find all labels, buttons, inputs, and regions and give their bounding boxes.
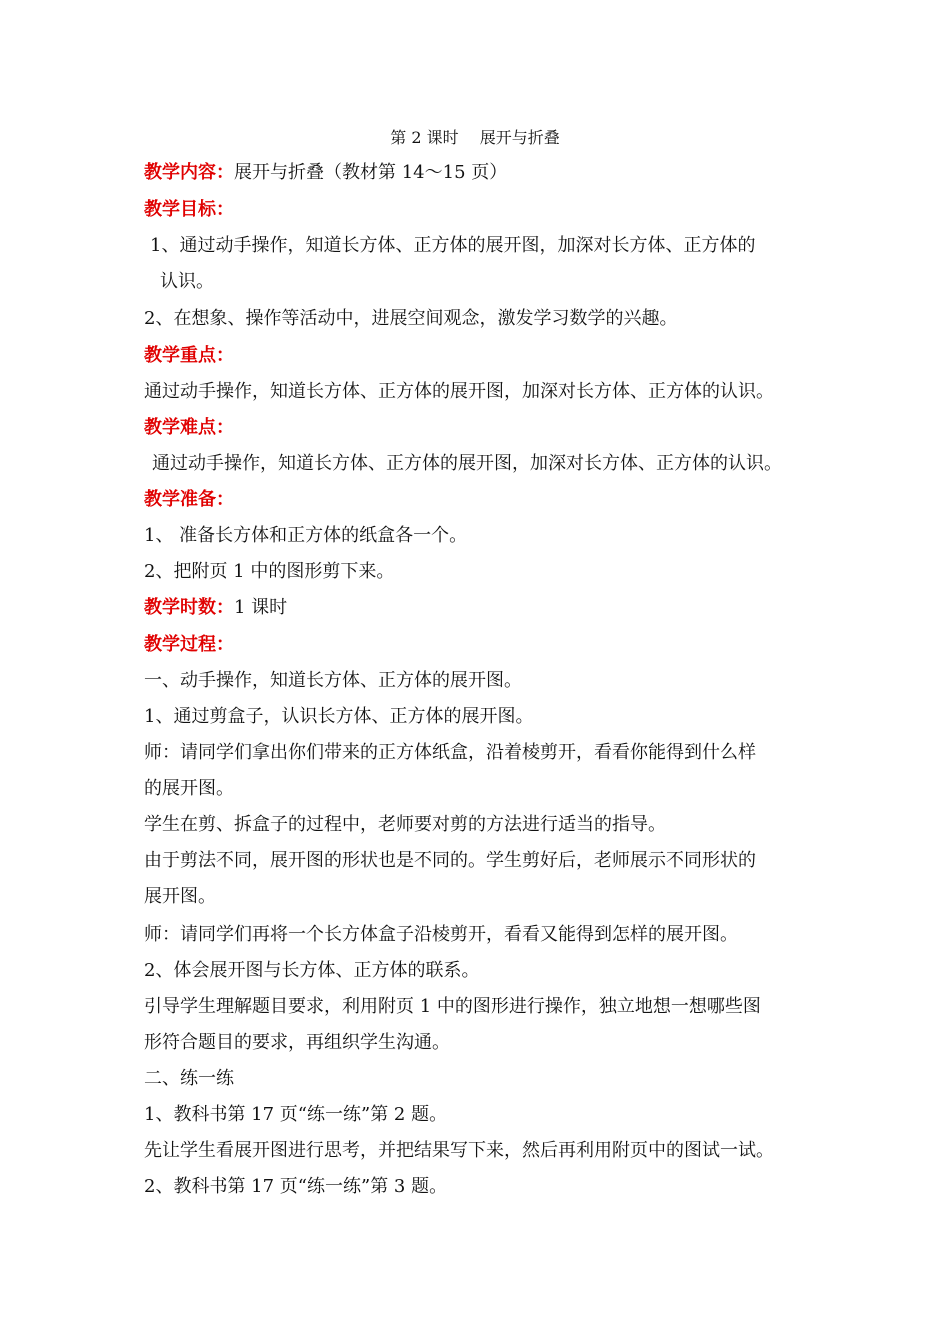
hours-row [144, 595, 287, 621]
process-line: 先让学生看展开图进行思考，并把结果写下来，然后再利用附页中的图试一试。 [144, 1140, 774, 1161]
prep-2: 2、把附页 1 中的图形剪下来。 [144, 561, 395, 582]
difficulty-row [144, 415, 234, 441]
process-line: 师：请同学们再将一个长方体盒子沿棱剪开，看看又能得到怎样的展开图。 [144, 924, 738, 945]
content-label: 教学内容： [144, 162, 234, 183]
content-text: 展开与折叠（教材第 14～15 页） [234, 162, 508, 183]
prep-1: 1、 准备长方体和正方体的纸盒各一个。 [144, 525, 468, 546]
process-line: 二、练一练 [144, 1068, 234, 1089]
difficulty-text: 通过动手操作，知道长方体、正方体的展开图，加深对长方体、正方体的认识。 [152, 453, 782, 474]
process-line: 形符合题目的要求，再组织学生沟通。 [144, 1032, 450, 1053]
goals-label: 教学目标： [144, 199, 234, 220]
key-label: 教学重点： [144, 345, 234, 366]
key-row [144, 343, 234, 369]
content-row [144, 160, 507, 186]
process-line: 一、动手操作，知道长方体、正方体的展开图。 [144, 670, 522, 691]
goal-1-line1: 1、通过动手操作，知道长方体、正方体的展开图，加深对长方体、正方体的 [150, 235, 756, 256]
hours-label: 教学时数： [144, 597, 234, 618]
process-line: 学生在剪、拆盒子的过程中，老师要对剪的方法进行适当的指导。 [144, 814, 666, 835]
key-text: 通过动手操作，知道长方体、正方体的展开图，加深对长方体、正方体的认识。 [144, 381, 774, 402]
hours-text: 1 课时 [234, 597, 288, 618]
difficulty-label: 教学难点： [144, 417, 234, 438]
process-line: 师：请同学们拿出你们带来的正方体纸盒，沿着棱剪开，看看你能得到什么样 [144, 742, 756, 763]
process-line: 的展开图。 [144, 778, 234, 799]
process-label: 教学过程： [144, 634, 234, 655]
process-line: 2、体会展开图与长方体、正方体的联系。 [144, 960, 480, 981]
lesson-title: 第 2 课时 展开与折叠 [390, 128, 560, 147]
prep-label: 教学准备： [144, 489, 234, 510]
process-line: 引导学生理解题目要求，利用附页 1 中的图形进行操作，独立地想一想哪些图 [144, 996, 761, 1017]
process-line: 2、教科书第 17 页“练一练”第 3 题。 [144, 1176, 448, 1197]
goal-2: 2、在想象、操作等活动中，进展空间观念，激发学习数学的兴趣。 [144, 308, 678, 329]
process-line: 1、通过剪盒子，认识长方体、正方体的展开图。 [144, 706, 534, 727]
prep-row [144, 487, 234, 513]
goals-row [144, 197, 234, 223]
process-line: 由于剪法不同，展开图的形状也是不同的。学生剪好后，老师展示不同形状的 [144, 850, 756, 871]
process-line: 1、教科书第 17 页“练一练”第 2 题。 [144, 1104, 448, 1125]
process-line: 展开图。 [144, 886, 216, 907]
process-row [144, 632, 234, 658]
goal-1-line2: 认识。 [160, 271, 214, 292]
